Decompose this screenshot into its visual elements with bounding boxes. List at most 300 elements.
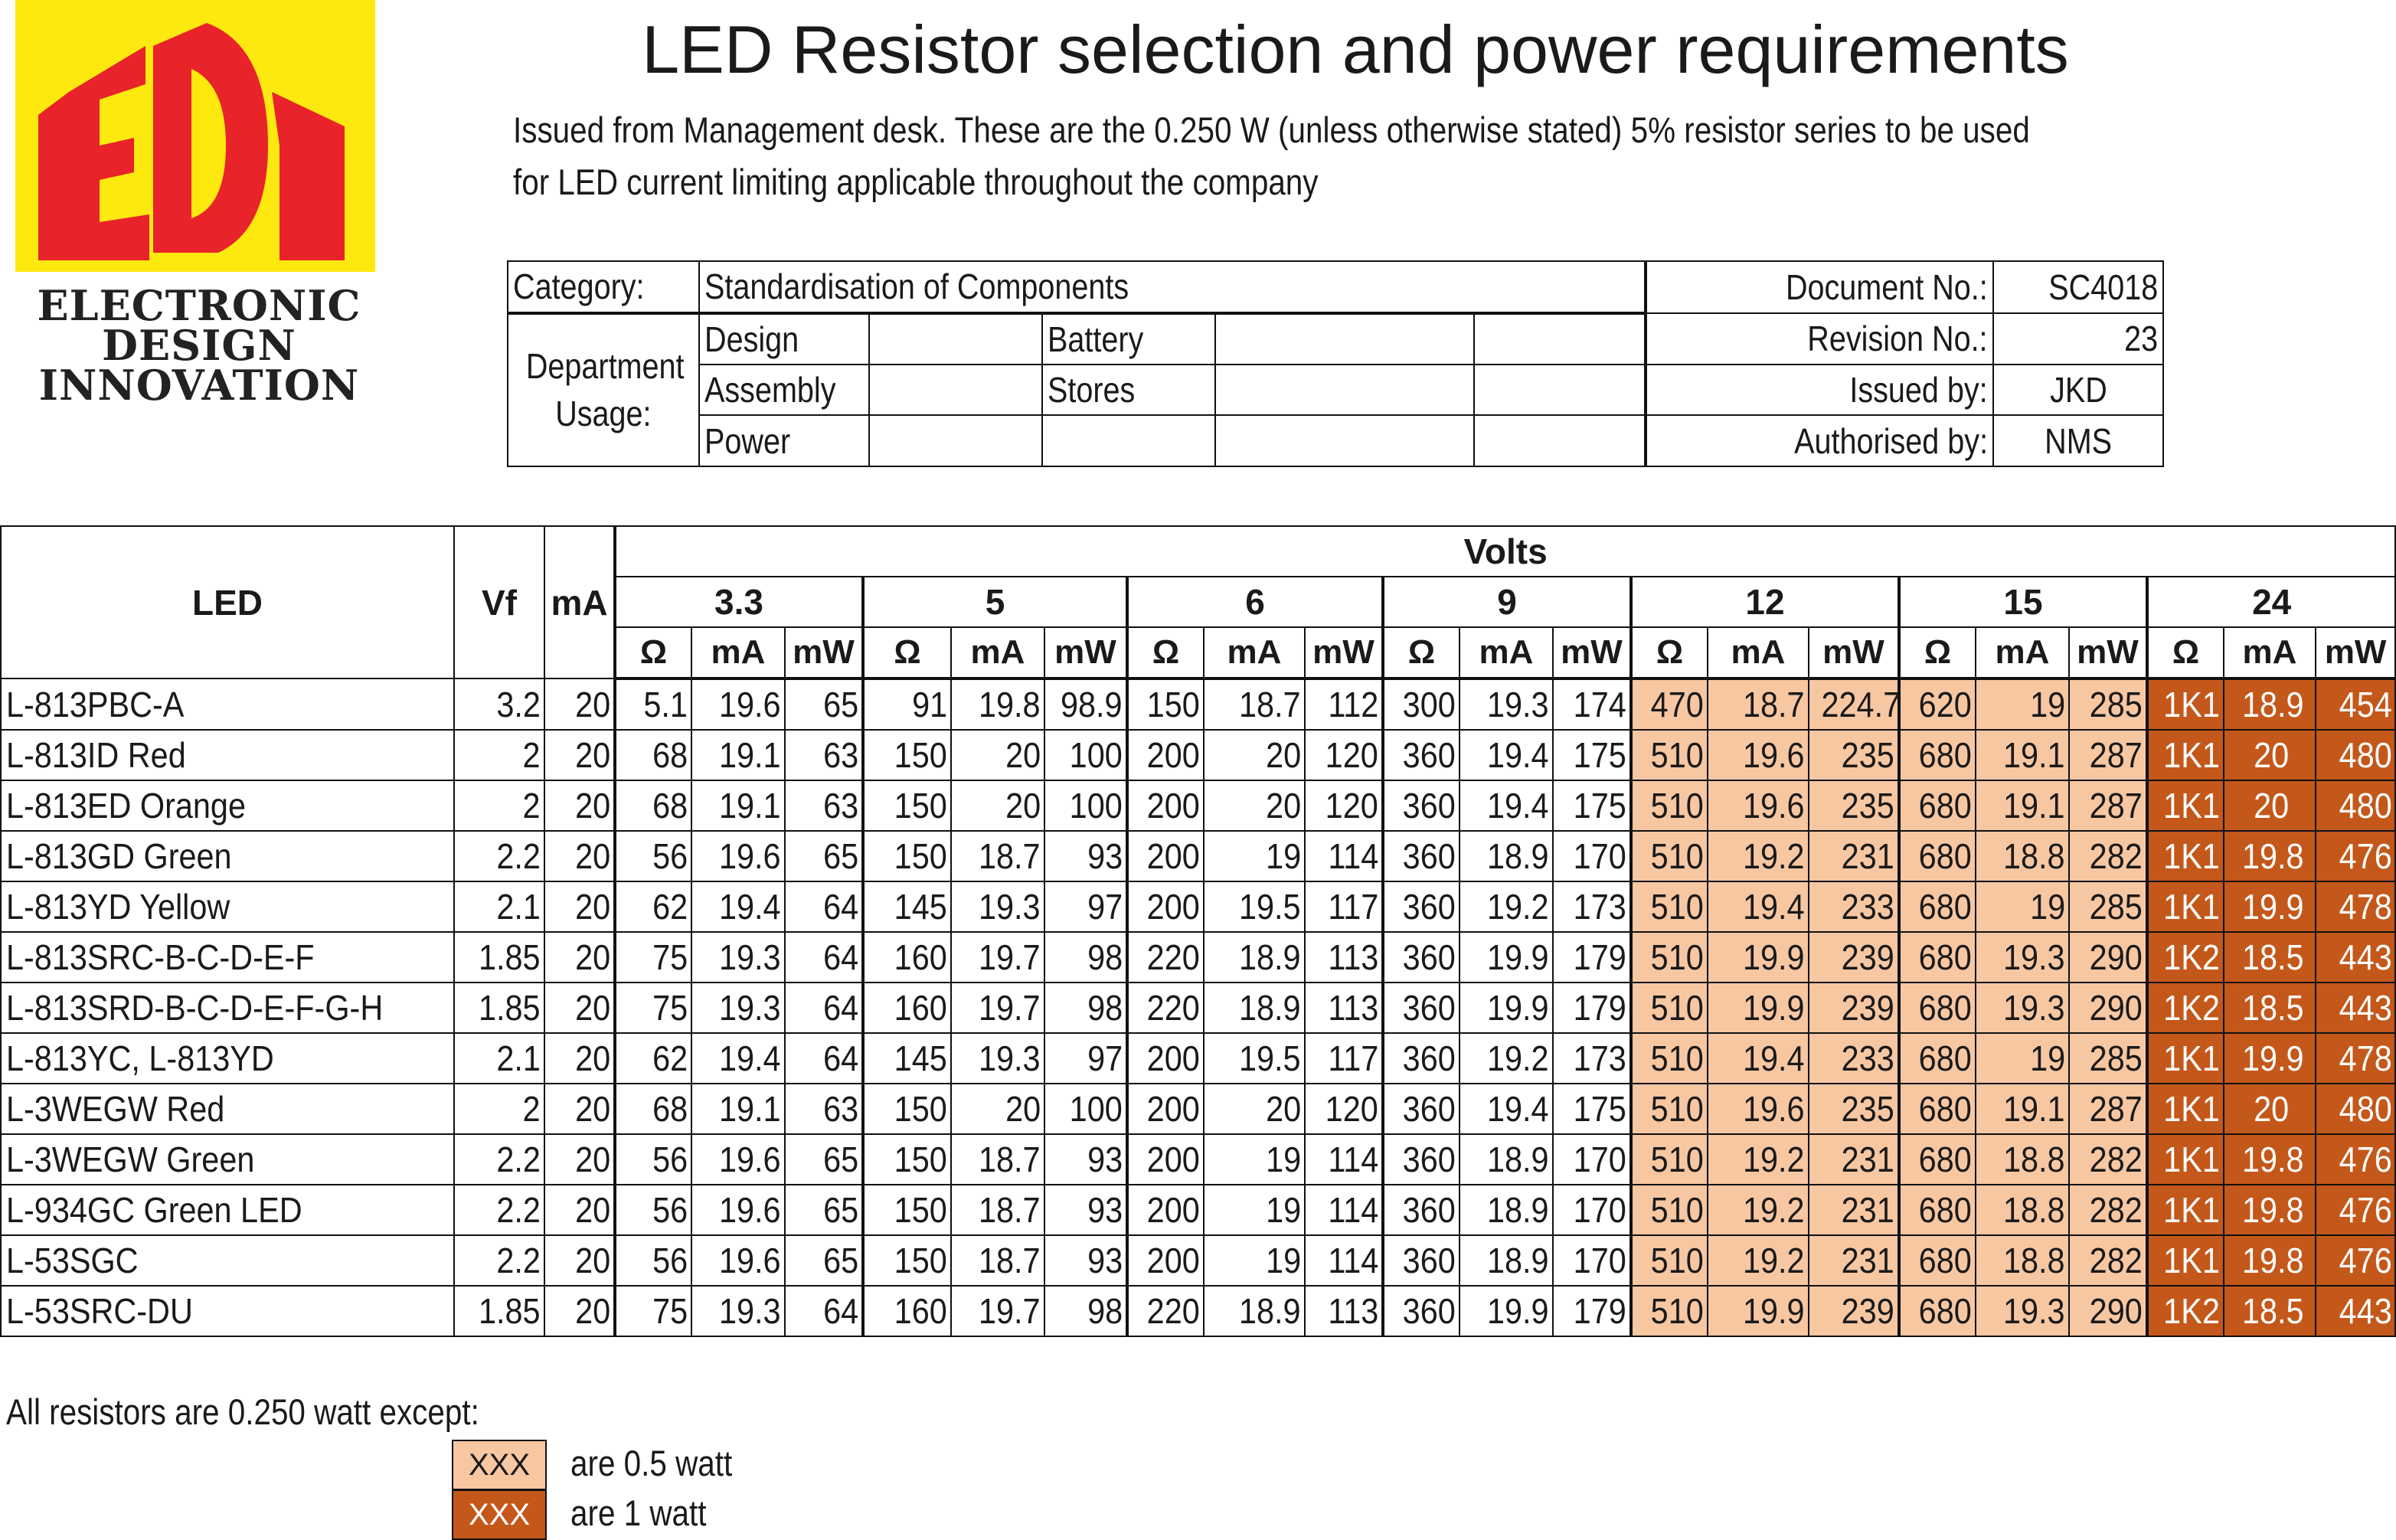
document-info-table bbox=[507, 260, 2164, 467]
resistor-value: 1K2 bbox=[2147, 932, 2224, 983]
resistor-value: 1K1 bbox=[2147, 1084, 2224, 1134]
resistor-value: 200 bbox=[1127, 881, 1204, 932]
power-mw: 239 bbox=[1809, 1286, 1899, 1336]
resistor-value: 510 bbox=[1631, 1185, 1708, 1235]
led-part-number: L-934GC Green LED bbox=[1, 1185, 454, 1235]
unit-header: Ω bbox=[1899, 627, 1976, 678]
actual-current: 19.2 bbox=[1708, 1134, 1809, 1185]
power-mw: 170 bbox=[1553, 1134, 1631, 1185]
unit-header: mW bbox=[785, 627, 863, 678]
power-mw: 476 bbox=[2316, 1235, 2395, 1286]
power-mw: 235 bbox=[1809, 780, 1899, 831]
resistor-value: 360 bbox=[1383, 1033, 1460, 1084]
power-mw: 170 bbox=[1553, 1235, 1631, 1286]
table-row bbox=[1, 678, 2395, 730]
table-row bbox=[1, 881, 2395, 932]
company-name-line-3: INNOVATION bbox=[38, 361, 360, 410]
resistor-value: 1K1 bbox=[2147, 831, 2224, 881]
resistor-value: 680 bbox=[1899, 983, 1976, 1033]
forward-voltage: 2.2 bbox=[454, 831, 544, 881]
actual-current: 18.5 bbox=[2224, 932, 2316, 983]
power-mw: 282 bbox=[2069, 1134, 2147, 1185]
actual-current: 20 bbox=[951, 780, 1044, 831]
resistor-value: 360 bbox=[1383, 730, 1460, 780]
legend-swatch-one-watt: XXX bbox=[452, 1489, 547, 1540]
resistor-value: 150 bbox=[863, 1134, 951, 1185]
unit-header: Ω bbox=[863, 627, 951, 678]
led-part-number: L-813GD Green bbox=[1, 831, 454, 881]
led-part-number: L-813SRC-B-C-D-E-F bbox=[1, 932, 454, 983]
resistor-value: 510 bbox=[1631, 780, 1708, 831]
resistor-table bbox=[0, 525, 2396, 1337]
resistor-value: 68 bbox=[615, 730, 691, 780]
company-name-line-1: ELECTRONIC bbox=[37, 281, 361, 330]
led-current: 20 bbox=[544, 983, 615, 1033]
led-part-number: L-813YC, L-813YD bbox=[1, 1033, 454, 1084]
actual-current: 18.9 bbox=[1204, 983, 1305, 1033]
resistor-value: 145 bbox=[863, 1033, 951, 1084]
actual-current: 20 bbox=[1204, 780, 1305, 831]
power-mw: 98 bbox=[1044, 983, 1127, 1033]
power-mw: 93 bbox=[1044, 1235, 1127, 1286]
actual-current: 19.2 bbox=[1708, 1185, 1809, 1235]
unit-header: mA bbox=[691, 627, 785, 678]
unit-header: Ω bbox=[2147, 627, 2224, 678]
actual-current: 20 bbox=[1204, 1084, 1305, 1134]
led-part-number: L-813ED Orange bbox=[1, 780, 454, 831]
actual-current: 19.6 bbox=[691, 831, 785, 881]
actual-current: 19.2 bbox=[1708, 831, 1809, 881]
resistor-value: 200 bbox=[1127, 1134, 1204, 1185]
power-mw: 287 bbox=[2069, 1084, 2147, 1134]
power-mw: 100 bbox=[1044, 1084, 1127, 1134]
power-mw: 290 bbox=[2069, 983, 2147, 1033]
issued-by-value: JKD bbox=[1993, 365, 2163, 415]
actual-current: 19 bbox=[1204, 1185, 1305, 1235]
power-mw: 65 bbox=[785, 831, 863, 881]
col-header-ma: mA bbox=[544, 526, 615, 678]
power-mw: 170 bbox=[1553, 831, 1631, 881]
resistor-value: 68 bbox=[615, 1084, 691, 1134]
resistor-value: 150 bbox=[863, 831, 951, 881]
power-mw: 235 bbox=[1809, 1084, 1899, 1134]
dept-power-check bbox=[869, 415, 1042, 466]
power-mw: 114 bbox=[1305, 1134, 1383, 1185]
resistor-value: 680 bbox=[1899, 780, 1976, 831]
resistor-value: 220 bbox=[1127, 932, 1204, 983]
category-value: Standardisation of Components bbox=[699, 261, 1646, 313]
resistor-value: 510 bbox=[1631, 730, 1708, 780]
actual-current: 19.6 bbox=[1708, 1084, 1809, 1134]
actual-current: 19.6 bbox=[691, 1235, 785, 1286]
power-mw: 231 bbox=[1809, 1185, 1899, 1235]
power-mw: 285 bbox=[2069, 678, 2147, 730]
actual-current: 18.7 bbox=[951, 1185, 1044, 1235]
resistor-value: 56 bbox=[615, 1185, 691, 1235]
table-row bbox=[1, 780, 2395, 831]
actual-current: 18.9 bbox=[1460, 1235, 1553, 1286]
issued-by-label: Issued by: bbox=[1646, 365, 1993, 415]
resistor-value: 360 bbox=[1383, 831, 1460, 881]
subtitle-line-1: Issued from Management desk. These are the 0.250 W (unless otherwise stated) 5% resistor series to be used bbox=[513, 110, 2030, 150]
power-mw: 98 bbox=[1044, 1286, 1127, 1336]
actual-current: 18.9 bbox=[2224, 678, 2316, 730]
led-current: 20 bbox=[544, 1286, 615, 1336]
department-usage-label: Department Usage: bbox=[508, 313, 699, 467]
actual-current: 19.3 bbox=[1976, 932, 2069, 983]
resistor-value: 680 bbox=[1899, 1185, 1976, 1235]
revision-label: Revision No.: bbox=[1646, 313, 1993, 365]
led-current: 20 bbox=[544, 881, 615, 932]
unit-header: mW bbox=[1044, 627, 1127, 678]
actual-current: 19.5 bbox=[1204, 881, 1305, 932]
actual-current: 19.3 bbox=[1976, 983, 2069, 1033]
actual-current: 19.4 bbox=[691, 881, 785, 932]
table-row bbox=[1, 1084, 2395, 1134]
actual-current: 19.3 bbox=[691, 1286, 785, 1336]
led-part-number: L-813PBC-A bbox=[1, 678, 454, 730]
legend-label-half-watt: are 0.5 watt bbox=[570, 1443, 733, 1483]
resistor-value: 200 bbox=[1127, 1084, 1204, 1134]
power-mw: 170 bbox=[1553, 1185, 1631, 1235]
resistor-value: 360 bbox=[1383, 881, 1460, 932]
led-current: 20 bbox=[544, 1033, 615, 1084]
actual-current: 19.9 bbox=[1460, 932, 1553, 983]
col-header-vf: Vf bbox=[454, 526, 544, 678]
resistor-value: 150 bbox=[863, 1235, 951, 1286]
power-mw: 478 bbox=[2316, 881, 2395, 932]
resistor-value: 680 bbox=[1899, 932, 1976, 983]
table-row bbox=[1, 730, 2395, 780]
resistor-value: 1K1 bbox=[2147, 678, 2224, 730]
table-row bbox=[1, 1185, 2395, 1235]
resistor-value: 200 bbox=[1127, 1185, 1204, 1235]
resistor-value: 91 bbox=[863, 678, 951, 730]
unit-header: Ω bbox=[1631, 627, 1708, 678]
resistor-value: 150 bbox=[863, 1084, 951, 1134]
voltage-header: 15 bbox=[1899, 577, 2147, 627]
actual-current: 19.6 bbox=[1708, 780, 1809, 831]
voltage-header: 6 bbox=[1127, 577, 1383, 627]
power-mw: 64 bbox=[785, 1286, 863, 1336]
resistor-value: 620 bbox=[1899, 678, 1976, 730]
power-mw: 100 bbox=[1044, 730, 1127, 780]
actual-current: 19.9 bbox=[1460, 1286, 1553, 1336]
actual-current: 19.7 bbox=[951, 983, 1044, 1033]
resistor-value: 360 bbox=[1383, 780, 1460, 831]
actual-current: 19 bbox=[1204, 1134, 1305, 1185]
resistor-value: 360 bbox=[1383, 932, 1460, 983]
power-mw: 93 bbox=[1044, 1134, 1127, 1185]
actual-current: 19 bbox=[1976, 678, 2069, 730]
power-mw: 64 bbox=[785, 881, 863, 932]
actual-current: 18.7 bbox=[1204, 678, 1305, 730]
table-row bbox=[1, 1286, 2395, 1336]
resistor-value: 510 bbox=[1631, 881, 1708, 932]
actual-current: 19.4 bbox=[691, 1033, 785, 1084]
power-mw: 113 bbox=[1305, 1286, 1383, 1336]
forward-voltage: 2 bbox=[454, 730, 544, 780]
resistor-value: 160 bbox=[863, 932, 951, 983]
actual-current: 19.9 bbox=[1708, 1286, 1809, 1336]
led-part-number: L-813ID Red bbox=[1, 730, 454, 780]
power-mw: 98.9 bbox=[1044, 678, 1127, 730]
actual-current: 19.1 bbox=[1976, 730, 2069, 780]
actual-current: 19.5 bbox=[1204, 1033, 1305, 1084]
led-current: 20 bbox=[544, 1134, 615, 1185]
power-mw: 120 bbox=[1305, 730, 1383, 780]
actual-current: 19.8 bbox=[2224, 1235, 2316, 1286]
power-mw: 480 bbox=[2316, 780, 2395, 831]
resistor-value: 360 bbox=[1383, 1286, 1460, 1336]
power-mw: 179 bbox=[1553, 983, 1631, 1033]
actual-current: 18.7 bbox=[951, 831, 1044, 881]
power-mw: 113 bbox=[1305, 983, 1383, 1033]
actual-current: 19.1 bbox=[691, 1084, 785, 1134]
resistor-value: 200 bbox=[1127, 780, 1204, 831]
power-mw: 179 bbox=[1553, 932, 1631, 983]
resistor-value: 680 bbox=[1899, 1235, 1976, 1286]
actual-current: 19.6 bbox=[1708, 730, 1809, 780]
power-mw: 480 bbox=[2316, 1084, 2395, 1134]
authorised-by-value: NMS bbox=[1993, 415, 2163, 466]
dept-power: Power bbox=[699, 415, 869, 466]
table-row bbox=[1, 1033, 2395, 1084]
voltage-header: 12 bbox=[1631, 577, 1899, 627]
table-row bbox=[1, 983, 2395, 1033]
resistor-value: 510 bbox=[1631, 983, 1708, 1033]
dept-assembly: Assembly bbox=[699, 365, 869, 415]
dept-design: Design bbox=[699, 313, 869, 365]
actual-current: 18.7 bbox=[951, 1134, 1044, 1185]
actual-current: 19.1 bbox=[691, 730, 785, 780]
power-mw: 114 bbox=[1305, 831, 1383, 881]
actual-current: 19.6 bbox=[691, 1185, 785, 1235]
actual-current: 18.9 bbox=[1460, 1134, 1553, 1185]
actual-current: 19.9 bbox=[2224, 881, 2316, 932]
resistor-value: 360 bbox=[1383, 1235, 1460, 1286]
unit-header: mA bbox=[1976, 627, 2069, 678]
actual-current: 20 bbox=[951, 1084, 1044, 1134]
dept-blank-5 bbox=[1474, 415, 1646, 466]
resistor-value: 510 bbox=[1631, 1134, 1708, 1185]
legend-label-one-watt: are 1 watt bbox=[570, 1493, 707, 1533]
forward-voltage: 2.2 bbox=[454, 1185, 544, 1235]
power-mw: 287 bbox=[2069, 780, 2147, 831]
unit-header: mA bbox=[951, 627, 1044, 678]
resistor-value: 62 bbox=[615, 1033, 691, 1084]
actual-current: 19.3 bbox=[691, 983, 785, 1033]
resistor-value: 56 bbox=[615, 831, 691, 881]
resistor-value: 5.1 bbox=[615, 678, 691, 730]
power-mw: 239 bbox=[1809, 983, 1899, 1033]
actual-current: 19.1 bbox=[1976, 780, 2069, 831]
actual-current: 20 bbox=[1204, 730, 1305, 780]
led-part-number: L-53SRC-DU bbox=[1, 1286, 454, 1336]
resistor-value: 1K1 bbox=[2147, 881, 2224, 932]
power-mw: 65 bbox=[785, 1235, 863, 1286]
led-part-number: L-53SGC bbox=[1, 1235, 454, 1286]
doc-no-value: SC4018 bbox=[1993, 261, 2163, 313]
forward-voltage: 2.2 bbox=[454, 1235, 544, 1286]
led-current: 20 bbox=[544, 730, 615, 780]
unit-header: mA bbox=[1708, 627, 1809, 678]
authorised-by-label: Authorised by: bbox=[1646, 415, 1993, 466]
power-mw: 233 bbox=[1809, 1033, 1899, 1084]
unit-header: mW bbox=[1553, 627, 1631, 678]
power-mw: 231 bbox=[1809, 1134, 1899, 1185]
actual-current: 18.8 bbox=[1976, 1185, 2069, 1235]
unit-header: mW bbox=[1809, 627, 1899, 678]
forward-voltage: 2.1 bbox=[454, 1033, 544, 1084]
power-mw: 443 bbox=[2316, 1286, 2395, 1336]
table-row bbox=[1, 831, 2395, 881]
power-mw: 174 bbox=[1553, 678, 1631, 730]
power-mw: 454 bbox=[2316, 678, 2395, 730]
power-mw: 64 bbox=[785, 983, 863, 1033]
actual-current: 18.9 bbox=[1460, 1185, 1553, 1235]
resistor-value: 200 bbox=[1127, 831, 1204, 881]
actual-current: 19.1 bbox=[691, 780, 785, 831]
resistor-value: 220 bbox=[1127, 983, 1204, 1033]
power-mw: 224.7 bbox=[1809, 678, 1899, 730]
power-mw: 65 bbox=[785, 1134, 863, 1185]
resistor-value: 75 bbox=[615, 1286, 691, 1336]
page-title: LED Resistor selection and power requirements bbox=[642, 11, 2069, 87]
resistor-value: 680 bbox=[1899, 831, 1976, 881]
resistor-value: 75 bbox=[615, 932, 691, 983]
actual-current: 18.5 bbox=[2224, 1286, 2316, 1336]
unit-header: mW bbox=[2069, 627, 2147, 678]
forward-voltage: 1.85 bbox=[454, 983, 544, 1033]
power-mw: 97 bbox=[1044, 881, 1127, 932]
power-mw: 64 bbox=[785, 932, 863, 983]
resistor-value: 160 bbox=[863, 1286, 951, 1336]
actual-current: 19.9 bbox=[1460, 983, 1553, 1033]
legend-swatch-half-watt: XXX bbox=[452, 1440, 547, 1490]
led-current: 20 bbox=[544, 780, 615, 831]
forward-voltage: 3.2 bbox=[454, 678, 544, 730]
unit-header: mW bbox=[1305, 627, 1383, 678]
actual-current: 18.8 bbox=[1976, 1134, 2069, 1185]
resistor-value: 150 bbox=[863, 730, 951, 780]
led-current: 20 bbox=[544, 831, 615, 881]
dept-blank-4 bbox=[1215, 415, 1474, 466]
dept-blank-2 bbox=[1474, 365, 1646, 415]
resistor-value: 510 bbox=[1631, 1235, 1708, 1286]
power-mw: 290 bbox=[2069, 1286, 2147, 1336]
power-mw: 480 bbox=[2316, 730, 2395, 780]
power-mw: 287 bbox=[2069, 730, 2147, 780]
power-mw: 175 bbox=[1553, 780, 1631, 831]
power-mw: 63 bbox=[785, 780, 863, 831]
dept-battery-check bbox=[1215, 313, 1474, 365]
actual-current: 19.8 bbox=[2224, 1134, 2316, 1185]
actual-current: 18.5 bbox=[2224, 983, 2316, 1033]
resistor-value: 56 bbox=[615, 1134, 691, 1185]
actual-current: 18.9 bbox=[1204, 1286, 1305, 1336]
actual-current: 19.3 bbox=[1460, 678, 1553, 730]
power-mw: 113 bbox=[1305, 932, 1383, 983]
actual-current: 20 bbox=[2224, 780, 2316, 831]
resistor-value: 300 bbox=[1383, 678, 1460, 730]
resistor-value: 510 bbox=[1631, 831, 1708, 881]
forward-voltage: 1.85 bbox=[454, 932, 544, 983]
unit-header: mW bbox=[2316, 627, 2395, 678]
power-mw: 120 bbox=[1305, 780, 1383, 831]
power-mw: 239 bbox=[1809, 932, 1899, 983]
actual-current: 19.4 bbox=[1460, 780, 1553, 831]
led-part-number: L-813SRD-B-C-D-E-F-G-H bbox=[1, 983, 454, 1033]
dept-assembly-check bbox=[869, 365, 1042, 415]
unit-header: mA bbox=[2224, 627, 2316, 678]
resistor-value: 75 bbox=[615, 983, 691, 1033]
actual-current: 19.9 bbox=[2224, 1033, 2316, 1084]
resistor-value: 1K1 bbox=[2147, 1185, 2224, 1235]
resistor-value: 360 bbox=[1383, 1134, 1460, 1185]
actual-current: 19 bbox=[1976, 1033, 2069, 1084]
resistor-value: 62 bbox=[615, 881, 691, 932]
revision-value: 23 bbox=[1993, 313, 2163, 365]
resistor-value: 1K1 bbox=[2147, 1033, 2224, 1084]
resistor-value: 1K1 bbox=[2147, 780, 2224, 831]
actual-current: 19.7 bbox=[951, 932, 1044, 983]
resistor-value: 1K2 bbox=[2147, 983, 2224, 1033]
actual-current: 18.9 bbox=[1204, 932, 1305, 983]
voltage-header: 9 bbox=[1383, 577, 1631, 627]
forward-voltage: 2.2 bbox=[454, 1134, 544, 1185]
resistor-value: 680 bbox=[1899, 1033, 1976, 1084]
resistor-value: 510 bbox=[1631, 1286, 1708, 1336]
power-mw: 93 bbox=[1044, 1185, 1127, 1235]
resistor-value: 150 bbox=[1127, 678, 1204, 730]
actual-current: 20 bbox=[951, 730, 1044, 780]
resistor-value: 1K2 bbox=[2147, 1286, 2224, 1336]
actual-current: 19.3 bbox=[691, 932, 785, 983]
actual-current: 19 bbox=[1204, 1235, 1305, 1286]
resistor-value: 200 bbox=[1127, 1033, 1204, 1084]
power-mw: 120 bbox=[1305, 1084, 1383, 1134]
forward-voltage: 2 bbox=[454, 780, 544, 831]
power-mw: 100 bbox=[1044, 780, 1127, 831]
actual-current: 19.9 bbox=[1708, 932, 1809, 983]
power-mw: 285 bbox=[2069, 881, 2147, 932]
power-mw: 64 bbox=[785, 1033, 863, 1084]
resistor-value: 360 bbox=[1383, 1185, 1460, 1235]
resistor-value: 470 bbox=[1631, 678, 1708, 730]
actual-current: 19.2 bbox=[1460, 881, 1553, 932]
led-current: 20 bbox=[544, 932, 615, 983]
power-mw: 282 bbox=[2069, 831, 2147, 881]
actual-current: 19.3 bbox=[951, 881, 1044, 932]
table-row bbox=[1, 932, 2395, 983]
actual-current: 19.1 bbox=[1976, 1084, 2069, 1134]
resistor-value: 1K1 bbox=[2147, 730, 2224, 780]
company-name-line-2: DESIGN bbox=[102, 321, 296, 370]
led-current: 20 bbox=[544, 678, 615, 730]
actual-current: 19.8 bbox=[2224, 1185, 2316, 1235]
power-mw: 231 bbox=[1809, 831, 1899, 881]
resistor-value: 220 bbox=[1127, 1286, 1204, 1336]
actual-current: 19.3 bbox=[951, 1033, 1044, 1084]
legend-title: All resistors are 0.250 watt except: bbox=[6, 1391, 479, 1432]
power-mw: 282 bbox=[2069, 1185, 2147, 1235]
power-mw: 98 bbox=[1044, 932, 1127, 983]
resistor-value: 1K1 bbox=[2147, 1134, 2224, 1185]
power-mw: 282 bbox=[2069, 1235, 2147, 1286]
unit-header: mA bbox=[1204, 627, 1305, 678]
power-mw: 235 bbox=[1809, 730, 1899, 780]
